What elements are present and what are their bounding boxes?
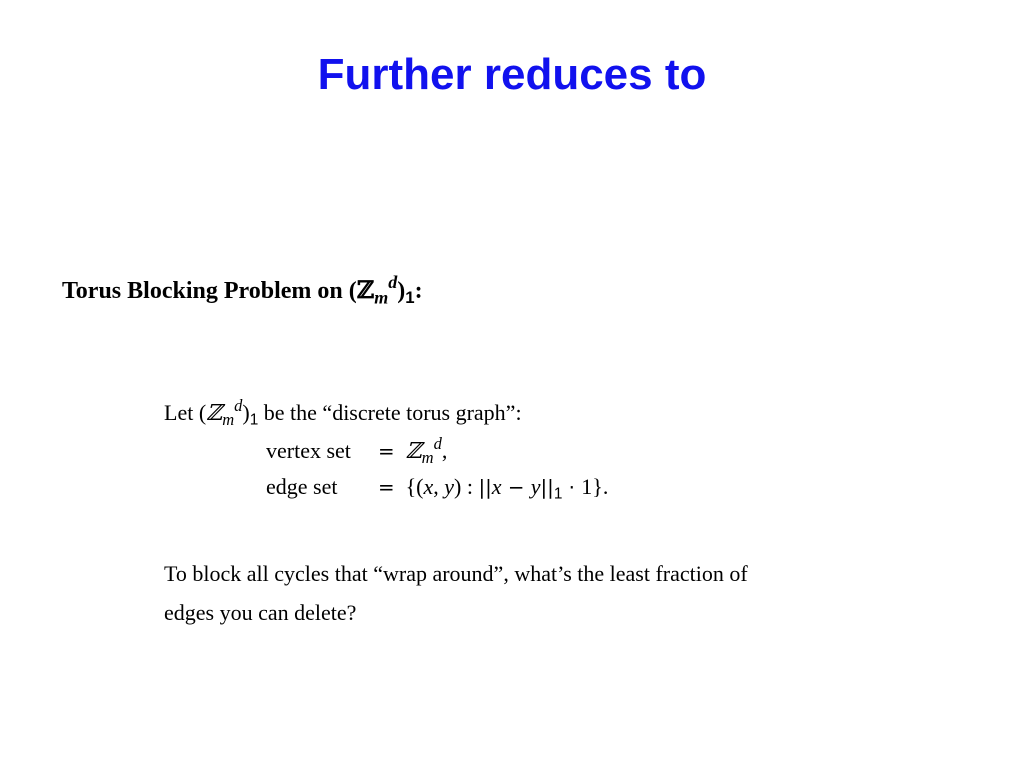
subscript-one: 1	[249, 411, 259, 429]
slide-title: Further reduces to	[317, 50, 707, 99]
vertex-set-line	[266, 434, 447, 468]
variable-y: y	[530, 474, 541, 499]
integers-symbol: ℤ	[405, 439, 422, 465]
question-line-2: edges you can delete?	[164, 600, 357, 625]
superscript-d: d	[433, 434, 442, 453]
question-line-1: To block all cycles that “wrap around”, what’s the least fraction of	[164, 561, 748, 586]
let-prefix: Let (	[164, 400, 207, 426]
let-suffix: be the “discrete torus graph”:	[258, 400, 522, 426]
vertex-comma: ,	[441, 438, 448, 464]
subscript-one: 1	[553, 485, 563, 503]
definition-intro	[164, 396, 522, 430]
norm-open: ||	[478, 476, 492, 499]
subscript-m: m	[222, 410, 235, 429]
variable-y: y	[444, 474, 454, 499]
subscript-m: m	[374, 287, 389, 308]
subscript-m: m	[421, 448, 434, 467]
problem-heading	[62, 272, 423, 308]
equals-sign: =	[378, 476, 395, 499]
superscript-d: d	[388, 272, 398, 292]
edge-separator: ,	[433, 474, 445, 499]
heading-colon: :	[414, 277, 423, 304]
variable-x: x	[491, 474, 502, 499]
equals-sign: =	[378, 440, 395, 464]
close-paren: )	[397, 277, 406, 304]
superscript-d: d	[234, 396, 243, 415]
minus-sign: −	[501, 476, 531, 499]
edge-set-line	[266, 474, 608, 504]
norm-close: ||	[540, 476, 554, 499]
edge-end: 1}.	[581, 474, 609, 499]
integers-symbol: ℤ	[356, 274, 375, 304]
problem-heading-prefix: Torus Blocking Problem on (	[62, 277, 357, 304]
variable-x: x	[423, 474, 434, 499]
edge-set-label: edge set	[266, 474, 338, 499]
leq-symbol: ·	[562, 476, 582, 499]
integers-symbol: ℤ	[206, 401, 223, 427]
edge-open: {(	[405, 474, 424, 499]
close-paren: )	[242, 400, 250, 426]
vertex-set-label: vertex set	[266, 438, 351, 464]
subscript-one: 1	[405, 287, 415, 307]
edge-mid: ) :	[454, 474, 479, 499]
